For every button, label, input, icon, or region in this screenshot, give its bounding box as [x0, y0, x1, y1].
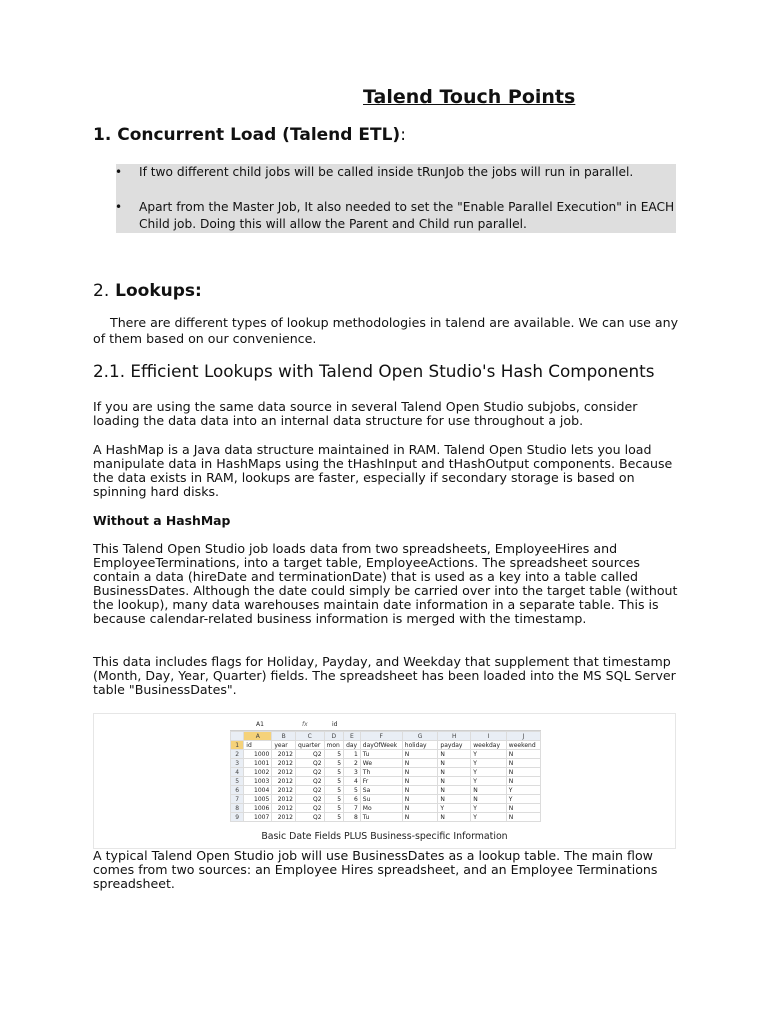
section-2-title: Lookups [115, 281, 196, 301]
figure-caption: Basic Date Fields PLUS Business-specific Information [261, 831, 508, 842]
table-cell: Fr [360, 777, 402, 786]
table-cell: 1004 [244, 786, 272, 795]
spreadsheet-figure [93, 713, 676, 849]
section-1-heading [93, 125, 406, 145]
paragraph-flags: This data includes flags for Holiday, Payday, and Weekday that supplement that timestamp (Month, Day, Year, Quarter) fields. The spreadsheet has been loaded into the MS SQL Server table "BusinessDates". [93, 654, 676, 697]
table-cell: 5 [324, 813, 344, 822]
table-row [231, 759, 541, 768]
table-cell: Q2 [296, 786, 325, 795]
paragraph-job-description: This Talend Open Studio job loads data from two spreadsheets, EmployeeHires and EmployeeTerminations, into a target table, EmployeeActions. The spreadsheet sources contain a data (hireDate and terminationDate) that is used as a key into a table called BusinessDates. Although the date could simply be carried over into the target table (without the lookup), many data warehouses maintain date information in a separate table. This is because calendar-related business information is merged with the timestamp. [93, 541, 678, 626]
table-cell: N [506, 759, 540, 768]
table-cell: Y [506, 786, 540, 795]
table-cell: N [438, 750, 471, 759]
table-cell: Y [506, 795, 540, 804]
table-row [231, 795, 541, 804]
table-cell: Su [360, 795, 402, 804]
table-cell: 5 [324, 804, 344, 813]
section-1-colon: : [400, 125, 406, 145]
table-cell: 5 [324, 777, 344, 786]
table-cell: Tu [360, 813, 402, 822]
field-header-cell: year [272, 741, 296, 750]
spreadsheet-image [230, 718, 541, 828]
paragraph-hash-intro: If you are using the same data source in several Talend Open Studio subjobs, consider loading the data data into an internal data structure for use throughout a job. [93, 399, 638, 428]
section-1-number: 1. [93, 125, 112, 145]
table-cell: 2012 [272, 804, 296, 813]
table-cell: N [506, 768, 540, 777]
table-cell: 1005 [244, 795, 272, 804]
table-cell: N [471, 786, 507, 795]
table-cell: N [438, 813, 471, 822]
table-cell: 5 [324, 759, 344, 768]
table-cell: 1 [344, 750, 361, 759]
section-2-number: 2. [93, 281, 110, 301]
section-2-heading [93, 281, 202, 301]
field-header-cell: weekend [506, 741, 540, 750]
section-1-title: Concurrent Load (Talend ETL) [117, 125, 401, 145]
table-row [231, 777, 541, 786]
table-cell: Th [360, 768, 402, 777]
name-box: A1 [256, 720, 264, 728]
formula-bar [230, 718, 541, 731]
table-cell: N [402, 813, 438, 822]
row-number: 1 [231, 741, 244, 750]
table-cell: We [360, 759, 402, 768]
table-cell: 1002 [244, 768, 272, 777]
lookups-intro: There are different types of lookup methodologies in talend are available. We can use any of them based on our convenience. [93, 315, 679, 346]
table-cell: N [506, 777, 540, 786]
column-header-row [231, 732, 541, 741]
table-row [231, 750, 541, 759]
table-cell: 1003 [244, 777, 272, 786]
column-letter: H [438, 732, 471, 741]
field-header-cell: holiday [402, 741, 438, 750]
table-cell: 5 [344, 786, 361, 795]
table-row [231, 804, 541, 813]
table-cell: 1006 [244, 804, 272, 813]
row-number: 4 [231, 768, 244, 777]
table-cell: Q2 [296, 795, 325, 804]
table-cell: 2012 [272, 768, 296, 777]
row-number: 2 [231, 750, 244, 759]
spreadsheet-grid [230, 731, 541, 822]
table-cell: 2012 [272, 750, 296, 759]
table-cell: 2012 [272, 795, 296, 804]
field-header-cell: dayOfWeek [360, 741, 402, 750]
table-cell: Q2 [296, 813, 325, 822]
paragraph-hashmap: A HashMap is a Java data structure maintained in RAM. Talend Open Studio lets you load manipulate data in HashMaps using the tHashInput and tHashOutput components. Because the data exists in RAM, lookups are faster, especially if secondary storage is based on spinning hard disks. [93, 442, 673, 499]
table-cell: N [438, 777, 471, 786]
table-cell: N [438, 768, 471, 777]
table-cell: Tu [360, 750, 402, 759]
table-cell: Q2 [296, 768, 325, 777]
section-2-1-heading: 2.1. Efficient Lookups with Talend Open Studio's Hash Components [93, 361, 655, 381]
row-number: 9 [231, 813, 244, 822]
table-cell: 2 [344, 759, 361, 768]
table-cell: N [402, 795, 438, 804]
table-cell: 2012 [272, 777, 296, 786]
table-cell: 7 [344, 804, 361, 813]
corner-cell [231, 732, 244, 741]
table-cell: Q2 [296, 759, 325, 768]
table-cell: Mo [360, 804, 402, 813]
table-cell: 2012 [272, 759, 296, 768]
column-letter: F [360, 732, 402, 741]
table-cell: Y [471, 768, 507, 777]
page-title: Talend Touch Points [363, 86, 576, 108]
table-cell: Y [471, 759, 507, 768]
bullet-icon: • [115, 200, 123, 214]
table-row [231, 813, 541, 822]
table-cell: N [438, 759, 471, 768]
bullet-item [115, 164, 679, 181]
table-cell: Q2 [296, 777, 325, 786]
subheading-without-hashmap: Without a HashMap [93, 513, 231, 528]
table-cell: N [402, 804, 438, 813]
row-number: 5 [231, 777, 244, 786]
table-cell: Y [471, 813, 507, 822]
column-letter: E [344, 732, 361, 741]
column-letter: G [402, 732, 438, 741]
table-cell: 8 [344, 813, 361, 822]
table-cell: Y [438, 804, 471, 813]
column-letter: D [324, 732, 344, 741]
row-number: 7 [231, 795, 244, 804]
column-letter: I [471, 732, 507, 741]
field-header-cell: mon [324, 741, 344, 750]
section-2-colon: : [195, 281, 202, 301]
table-cell: N [506, 750, 540, 759]
column-letter: B [272, 732, 296, 741]
field-header-cell: weekday [471, 741, 507, 750]
table-cell: 2012 [272, 786, 296, 795]
table-cell: N [402, 786, 438, 795]
table-cell: N [506, 813, 540, 822]
bullet-text: If two different child jobs will be called inside tRunJob the jobs will run in parallel. [139, 165, 634, 179]
formula-value: id [332, 720, 338, 728]
table-cell: 1000 [244, 750, 272, 759]
table-cell: N [471, 795, 507, 804]
table-cell: Y [471, 804, 507, 813]
row-number: 3 [231, 759, 244, 768]
table-cell: Y [471, 750, 507, 759]
table-row [231, 786, 541, 795]
table-cell: Q2 [296, 750, 325, 759]
table-cell: 5 [324, 750, 344, 759]
table-cell: N [402, 777, 438, 786]
field-header-row [231, 741, 541, 750]
field-header-cell: quarter [296, 741, 325, 750]
table-cell: 1001 [244, 759, 272, 768]
table-cell: 1007 [244, 813, 272, 822]
table-cell: N [438, 795, 471, 804]
table-cell: Sa [360, 786, 402, 795]
table-cell: 6 [344, 795, 361, 804]
table-cell: Y [471, 777, 507, 786]
bullet-icon: • [115, 165, 123, 179]
table-cell: N [506, 804, 540, 813]
table-cell: 4 [344, 777, 361, 786]
table-cell: N [402, 759, 438, 768]
table-cell: 3 [344, 768, 361, 777]
table-cell: 2012 [272, 813, 296, 822]
paragraph-lookup-table: A typical Talend Open Studio job will use BusinessDates as a lookup table. The main flow comes from two sources: an Employee Hires spreadsheet, and an Employee Terminations spreadsheet. [93, 848, 658, 891]
table-cell: 5 [324, 786, 344, 795]
column-letter: A [244, 732, 272, 741]
row-number: 8 [231, 804, 244, 813]
table-cell: 5 [324, 795, 344, 804]
field-header-cell: payday [438, 741, 471, 750]
row-number: 6 [231, 786, 244, 795]
field-header-cell: day [344, 741, 361, 750]
table-cell: N [402, 750, 438, 759]
table-cell: 5 [324, 768, 344, 777]
bullet-text: Apart from the Master Job, It also needed to set the "Enable Parallel Execution" in EACH Child job. Doing this will allow the Parent and Child run parallel. [139, 200, 675, 231]
table-row [231, 768, 541, 777]
table-cell: N [438, 786, 471, 795]
column-letter: J [506, 732, 540, 741]
fx-icon: fx [302, 720, 308, 728]
column-letter: C [296, 732, 325, 741]
table-cell: Q2 [296, 804, 325, 813]
table-cell: N [402, 768, 438, 777]
field-header-cell: id [244, 741, 272, 750]
bullet-item [115, 199, 679, 233]
